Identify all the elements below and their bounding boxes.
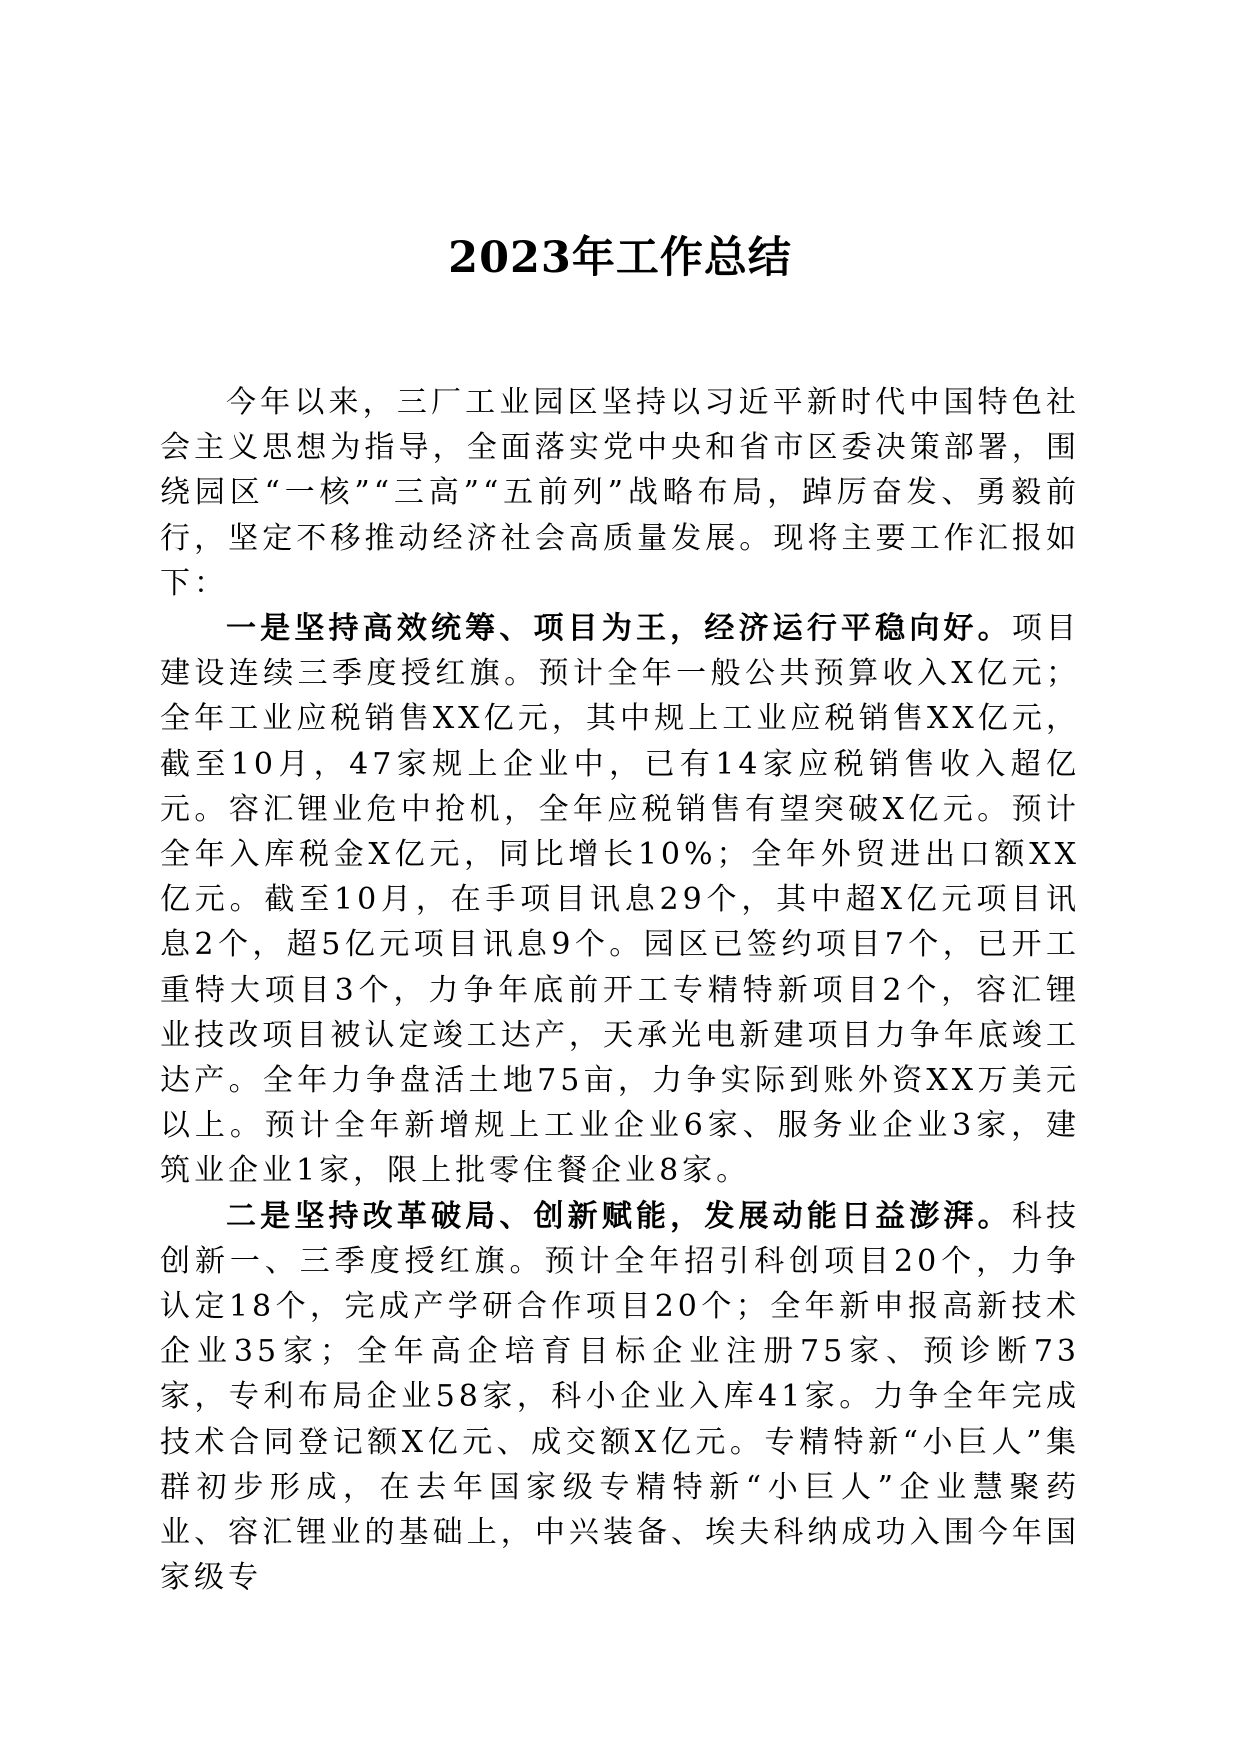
paragraph-innovation-text: 科技创新一、三季度授红旗。预计全年招引科创项目20个，力争认定18个，完成产学研合作项目20个；全年新申报高新技术企业35家；全年高企培育目标企业注册75家、预诊断73家，专利布局企业58家，科小企业入库41家。力争全年完成技术合同登记额X亿元、成交额X亿元。专精特新“小巨人”集群初步形成，在去年国家级专精特新“小巨人”企业慧聚药业、容汇锂业的基础上，中兴装备、埃夫科纳成功入围今年国家级专 (160, 1198, 1081, 1596)
document-body (160, 380, 1080, 1600)
paragraph-economy-text: 项目建设连续三季度授红旗。预计全年一般公共预算收入X亿元；全年工业应税销售XX亿元，其中规上工业应税销售XX亿元，截至10月，47家规上企业中，已有14家应税销售收入超亿元。容汇锂业危中抢机，全年应税销售有望突破X亿元。预计全年入库税金X亿元，同比增长10%；全年外贸进出口额XX亿元。截至10月，在手项目讯息29个，其中超X亿元项目讯息2个，超5亿元项目讯息9个。园区已签约项目7个，已开工重特大项目3个，力争年底前开工专精特新项目2个，容汇锂业技改项目被认定竣工达产，天承光电新建项目力争年底竣工达产。全年力争盘活土地75亩，力争实际到账外资XX万美元以上。预计全年新增规上工业企业6家、服务业企业3家，建筑业企业1家，限上批零住餐企业8家。 (160, 611, 1081, 1189)
paragraph-innovation (160, 1194, 1080, 1601)
paragraph-economy-lead: 一是坚持高效统筹、项目为王，经济运行平稳向好。 (226, 611, 1012, 647)
paragraph-intro (160, 380, 1080, 606)
document-title: 2023年工作总结 (448, 233, 792, 283)
paragraph-innovation-lead: 二是坚持改革破局、创新赋能，发展动能日益澎湃。 (226, 1198, 1012, 1234)
paragraph-economy (160, 606, 1080, 1194)
paragraph-intro-text: 今年以来，三厂工业园区坚持以习近平新时代中国特色社会主义思想为指导，全面落实党中央和省市区委决策部署，围绕园区“一核”“三高”“五前列”战略布局，踔厉奋发、勇毅前行，坚定不移推动经济社会高质量发展。现将主要工作汇报如下： (160, 385, 1080, 601)
